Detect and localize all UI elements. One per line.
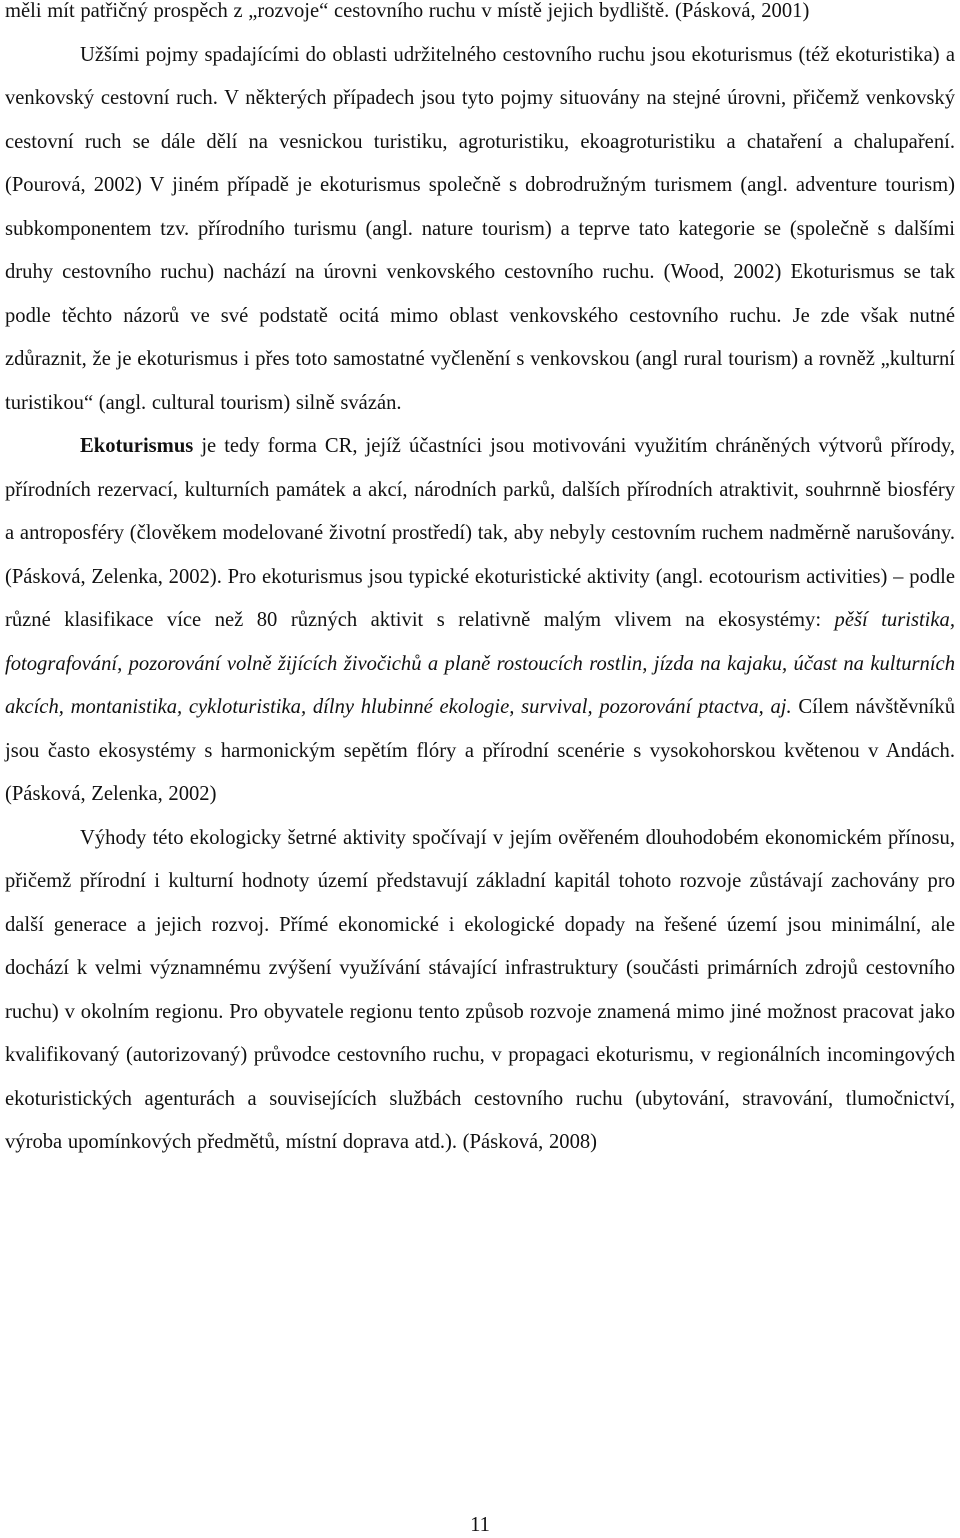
paragraph-continuation: měli mít patřičný prospěch z „rozvoje“ cestovního ruchu v místě jejich bydliště. (Pásková, 2001): [5, 0, 810, 22]
paragraph-text-part-b: Cílem návštěvníků jsou často ekosystémy s harmonickým sepětím flóry a přírodní scenérie s vysokohorskou květenou v Andách. (Pásková, Zelenka, 2002): [5, 696, 955, 805]
page-number: 11: [470, 1514, 490, 1536]
paragraph-text-part-a: je tedy forma CR, jejíž účastníci jsou motivováni využitím chráněných výtvorů přírody, přírodních rezervací, kulturních památek a akcí, národních parků, dalších přírodních atraktivit, souhrnně biosféry a antroposféry (člověkem modelované životní prostředí) tak, aby nebyly cestovním ruchem nadměrně narušovány. (Pásková, Zelenka, 2002). Pro ekoturismus jsou typické ekoturistické aktivity (angl. ecotourism activities) – podle různé klasifikace více než 80 různých aktivit s relativně malým vlivem na ekosystémy:: [5, 435, 955, 631]
activities-list: pěší turistika, fotografování, pozorování volně žijících živočichů a planě rostoucích rostlin, jízda na kajaku, účast na kulturních akcích, montanistika, cykloturistika, dílny hlubinné ekologie, survival, pozorování ptactva, aj.: [5, 609, 955, 718]
term-ecotourism: Ekoturismus: [80, 435, 194, 457]
paragraph-ecotourism-definition: [5, 425, 955, 817]
paragraph-ecotourism-benefits: Výhody této ekologicky šetrné aktivity spočívají v jejím ověřeném dlouhodobém ekonomickém přínosu, přičemž přírodní i kulturní hodnoty území představují základní kapitál tohoto rozvoje zůstávají zachovány pro další generace a jejich rozvoj. Přímé ekonomické i ekologické dopady na řešené území jsou minimální, ale dochází k velmi významnému zvýšení využívání stávající infrastruktury (součásti primárních zdrojů cestovního ruchu) v okolním regionu. Pro obyvatele regionu tento způsob rozvoje znamená mimo jiné možnost pracovat jako kvalifikovaný (autorizovaný) průvodce cestovního ruchu, v propagaci ekoturismu, v regionálních incomingových ekoturistických agenturách a souvisejících službách cestovního ruchu (ubytování, stravování, tlumočnictví, výroba upomínkových předmětů, místní doprava atd.). (Pásková, 2008): [5, 826, 955, 1153]
paragraph-sustainable-tourism-concepts: Užšími pojmy spadajícími do oblasti udržitelného cestovního ruchu jsou ekoturismus (též ekoturistika) a venkovský cestovní ruch. V některých případech jsou tyto pojmy situovány na stejné úrovni, přičemž venkovský cestovní ruch se dále dělí na vesnickou turistiku, agroturistiku, ekoagroturistiku a chataření a chalupaření. (Pourová, 2002) V jiném případě je ekoturismus společně s dobrodružným turismem (angl. adventure tourism) subkomponentem tzv. přírodního turismu (angl. nature tourism) a teprve tato kategorie se (společně s dalšími druhy cestovního ruchu) nachází na úrovni venkovského cestovního ruchu. (Wood, 2002) Ekoturismus se tak podle těchto názorů ve své podstatě ocitá mimo oblast venkovského cestovního ruchu. Je zde však nutné zdůraznit, že je ekoturismus i přes toto samostatné vyčlenění s venkovskou (angl rural tourism) a rovněž „kulturní turistikou“ (angl. cultural tourism) silně svázán.: [5, 43, 955, 414]
document-page: [5, 0, 955, 1165]
